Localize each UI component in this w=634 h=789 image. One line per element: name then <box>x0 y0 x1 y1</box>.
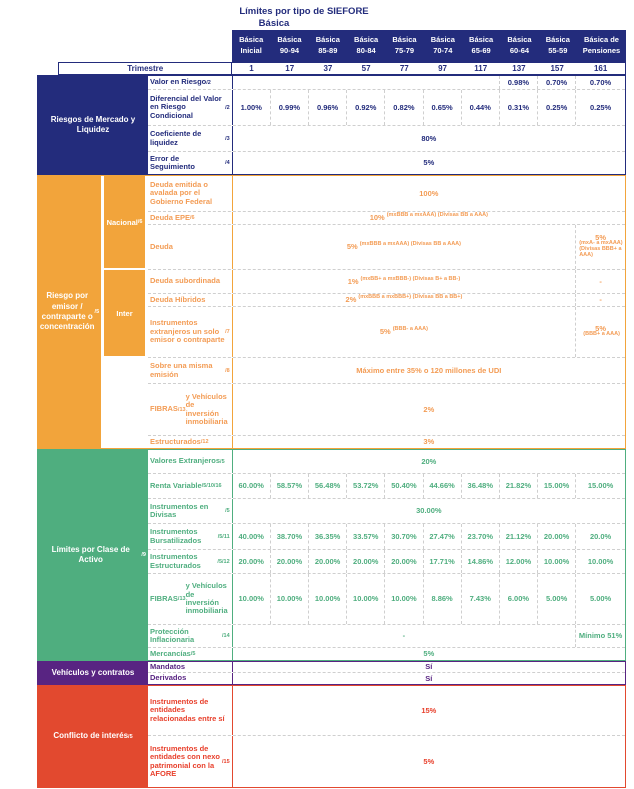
row-label: Error de Seguimiento /4 <box>148 152 233 174</box>
value-cell: 10.00% <box>538 550 576 573</box>
section-label: Vehículos y contratos <box>38 662 148 684</box>
value-cell: 0.44% <box>462 90 500 125</box>
row-label: Deuda <box>148 225 233 269</box>
row-label: Deuda emitida o avalada por el Gobierno Federal <box>148 176 233 211</box>
row-instrumentos-extranjeros <box>148 307 625 358</box>
value-cell: 20.00% <box>309 550 347 573</box>
row-mandatos <box>148 662 625 673</box>
value-cell: 3% <box>423 437 435 447</box>
value-cell: 20.0% <box>589 531 612 541</box>
column-header-row <box>232 30 626 62</box>
row-label: Coeficiente de liquidez /3 <box>148 126 233 151</box>
row-label: Estructurados /12 <box>148 436 233 448</box>
value-cell: 5% (mxA- a mxAAA) (Divisas BBB+ a AAA) <box>579 232 623 259</box>
row-label: FIBRAS /13 y Vehículos de inversión inmobiliaria <box>148 384 233 435</box>
value-cell: 20% <box>421 456 437 466</box>
row-label: Instrumentos en Divisas /5 <box>148 499 233 523</box>
value-cell: 5.00% <box>538 574 576 624</box>
value-cell: 10% (mxBBB a mxAAA) (Divisas BB a AAA) <box>369 212 488 223</box>
column-header: Básica 80-84 <box>354 35 379 55</box>
value-cell: 15% <box>421 705 437 715</box>
section-riesgo-emisor <box>37 175 626 449</box>
value-cell: 10.00% <box>309 574 347 624</box>
column-header: Básica Inicial <box>239 35 264 55</box>
column-header: Básica 75-79 <box>392 35 417 55</box>
value-cell: 100% <box>419 188 439 198</box>
value-cell: 7.43% <box>462 574 500 624</box>
value-cell: 40.00% <box>233 524 271 549</box>
section-vehiculos-contratos <box>37 661 626 685</box>
row-deuda-gobierno <box>148 176 625 212</box>
value-cell: 21.82% <box>500 474 538 498</box>
value-cell: 44.66% <box>424 474 462 498</box>
section-label: Límites por Clase de Activo /9 <box>38 450 148 660</box>
row-valor-en-riesgo <box>148 76 625 90</box>
row-valores-extranjeros <box>148 450 625 474</box>
trimestre-label: Trimestre <box>59 63 232 74</box>
value-cell: 53.72% <box>347 474 385 498</box>
value-cell: 36.48% <box>462 474 500 498</box>
row-nexo-patrimonial <box>148 736 625 787</box>
value-cell: Mínimo 51% <box>578 631 623 641</box>
row-fibras-vehiculos <box>148 384 625 436</box>
value-cell: 10.00% <box>347 574 385 624</box>
value-cell: 27.47% <box>424 524 462 549</box>
row-label: Instrumentos Bursatilizados /5/11 <box>148 524 233 549</box>
row-bursatilizados <box>148 524 625 550</box>
value-cell: 0.96% <box>309 90 347 125</box>
row-diferencial-cvar <box>148 90 625 126</box>
column-header: Básica 60-64 <box>507 35 532 55</box>
row-entidades-relacionadas <box>148 686 625 736</box>
row-label: Valores Extranjeros /5 <box>148 450 233 473</box>
value-cell: 5.00% <box>589 594 612 604</box>
value-cell <box>233 76 500 89</box>
trimestre-value: 157 <box>550 64 564 73</box>
trimestre-value: 17 <box>285 64 295 73</box>
value-cell: - <box>599 276 602 286</box>
value-cell: 60.00% <box>233 474 271 498</box>
value-cell: 50.40% <box>385 474 423 498</box>
value-cell: 1% (mxBB+ a mxBBB-) (Divisas B+ a BB-) <box>233 270 577 293</box>
value-cell: 15.00% <box>587 481 614 491</box>
value-cell: 20.00% <box>347 550 385 573</box>
value-cell: 56.48% <box>309 474 347 498</box>
row-fibras-vehiculos-inmobiliaria <box>148 574 625 625</box>
value-cell: 2% (mxBBB a mxBBB+) (Divisas BB a BB+) <box>233 294 577 306</box>
row-deuda-epe <box>148 212 625 225</box>
trimestre-value: 117 <box>474 64 488 73</box>
trimestre-value: 97 <box>438 64 447 73</box>
value-cell: 36.35% <box>309 524 347 549</box>
row-label: Instrumentos de entidades relacionadas entre sí <box>148 686 233 735</box>
row-label: Sobre una misma emisión /8 <box>148 358 233 383</box>
column-header: Básica 85-89 <box>315 35 340 55</box>
value-cell: - <box>599 295 602 305</box>
value-cell: - <box>233 625 577 647</box>
subgroup-inter: Inter <box>104 270 145 356</box>
value-cell: 38.70% <box>271 524 309 549</box>
value-cell: 6.00% <box>500 574 538 624</box>
trimestre-row <box>58 62 626 75</box>
trimestre-value: 57 <box>361 64 371 73</box>
value-cell: 2% <box>423 404 435 414</box>
row-label: Mercancías /5 <box>148 648 233 660</box>
row-label: Instrumentos Estructurados /5/12 <box>148 550 233 573</box>
row-label: Renta Variable /5/10/16 <box>148 474 233 498</box>
row-estructurados <box>148 436 625 448</box>
value-cell: 21.12% <box>500 524 538 549</box>
row-deuda-hibridos <box>148 294 625 307</box>
value-cell: 5% <box>423 649 435 659</box>
row-deuda-subordinada <box>148 270 625 294</box>
column-header: Básica 65-69 <box>469 35 494 55</box>
value-cell: Sí <box>425 673 433 683</box>
column-header: Básica 90-94 <box>277 35 302 55</box>
value-cell: 0.92% <box>347 90 385 125</box>
row-deuda <box>148 225 625 270</box>
section-riesgos-mercado-liquidez <box>37 75 626 175</box>
value-cell: 5% <box>423 158 435 168</box>
trimestre-value: 161 <box>593 64 608 73</box>
row-label: Instrumentos extranjeros un solo emisor o contraparte /7 <box>148 307 233 357</box>
value-cell: 10.00% <box>385 574 423 624</box>
row-misma-emision <box>148 358 625 384</box>
row-label: Diferencial del Valor en Riesgo Condicional /2 <box>148 90 233 125</box>
row-renta-variable <box>148 474 625 499</box>
value-cell: 10.00% <box>587 556 614 566</box>
value-cell: 0.70% <box>589 77 612 87</box>
value-cell: 20.00% <box>271 550 309 573</box>
row-label: Derivados <box>148 673 233 684</box>
section-limites-clase-activo <box>37 449 626 661</box>
row-error-seguimiento <box>148 152 625 174</box>
value-cell: 20.00% <box>538 524 576 549</box>
value-cell: 33.57% <box>347 524 385 549</box>
value-cell: 30.70% <box>385 524 423 549</box>
value-cell: 80% <box>421 133 437 143</box>
value-cell: 5% <box>423 756 435 766</box>
value-cell: 12.00% <box>500 550 538 573</box>
value-cell: Sí <box>425 662 433 672</box>
value-cell: 30.00% <box>416 506 442 516</box>
row-coeficiente-liquidez <box>148 126 625 152</box>
value-cell: 58.57% <box>271 474 309 498</box>
value-cell: 17.71% <box>424 550 462 573</box>
value-cell: 23.70% <box>462 524 500 549</box>
value-cell: 15.00% <box>538 474 576 498</box>
section-label: Riesgos de Mercado y Liquidez <box>38 76 148 174</box>
row-label: Mandatos <box>148 662 233 672</box>
value-cell: 0.65% <box>424 90 462 125</box>
page-title: Límites por tipo de SIEFORE <box>239 6 369 17</box>
value-cell: 0.25% <box>538 90 576 125</box>
value-cell: 20.00% <box>385 550 423 573</box>
row-label: FIBRAS /13 y Vehículos de inversión inmobiliaria <box>148 574 233 624</box>
value-cell: 0.25% <box>589 102 612 112</box>
row-derivados <box>148 673 625 684</box>
value-cell: 0.98% <box>500 76 538 89</box>
value-cell: 0.31% <box>500 90 538 125</box>
row-label: Deuda EPE /6 <box>148 212 233 224</box>
row-label: Deuda Híbridos <box>148 294 233 306</box>
column-header: Básica de Pensiones <box>582 35 621 55</box>
section-conflicto-interes <box>37 685 626 788</box>
value-cell: 8.86% <box>424 574 462 624</box>
value-cell: Máximo entre 35% o 120 millones de UDI <box>356 365 502 375</box>
trimestre-value: 137 <box>512 64 526 73</box>
value-cell: 14.86% <box>462 550 500 573</box>
value-cell: 0.82% <box>385 90 423 125</box>
trimestre-value: 77 <box>399 64 409 73</box>
row-proteccion-inflacionaria <box>148 625 625 648</box>
value-cell: 5% (BBB- a AAA) <box>233 307 577 357</box>
value-cell: 0.99% <box>271 90 309 125</box>
section-label: Conflicto de interés /5 <box>38 686 148 787</box>
row-label: Protección Inflacionaria /14 <box>148 625 233 647</box>
value-cell: 10.00% <box>233 574 271 624</box>
trimestre-value: 1 <box>249 64 254 73</box>
row-label: Valor en Riesgo /2 <box>148 76 233 89</box>
subgroup-nacional: Nacional /6 <box>104 176 145 268</box>
table-subtitle: Básica <box>258 18 290 29</box>
value-cell: 20.00% <box>233 550 271 573</box>
row-label: Instrumentos de entidades con nexo patrimonial con la AFORE /15 <box>148 736 233 787</box>
value-cell: 1.00% <box>233 90 271 125</box>
value-cell: 5% (mxBBB a mxAAA) (Divisas BB a AAA) <box>233 225 577 269</box>
row-label: Deuda subordinada <box>148 270 233 293</box>
row-instrumentos-estructurados <box>148 550 625 574</box>
section-label: Riesgo por emisor / contraparte o concentración /5 <box>38 176 101 448</box>
row-mercancias <box>148 648 625 660</box>
value-cell: 5% (BBB+ a AAA) <box>583 324 620 338</box>
trimestre-value: 37 <box>323 64 333 73</box>
column-header: Básica 55-59 <box>545 35 570 55</box>
value-cell: 10.00% <box>271 574 309 624</box>
value-cell: 0.70% <box>538 76 576 89</box>
row-instrumentos-divisas <box>148 499 625 524</box>
column-header: Básica 70-74 <box>430 35 455 55</box>
